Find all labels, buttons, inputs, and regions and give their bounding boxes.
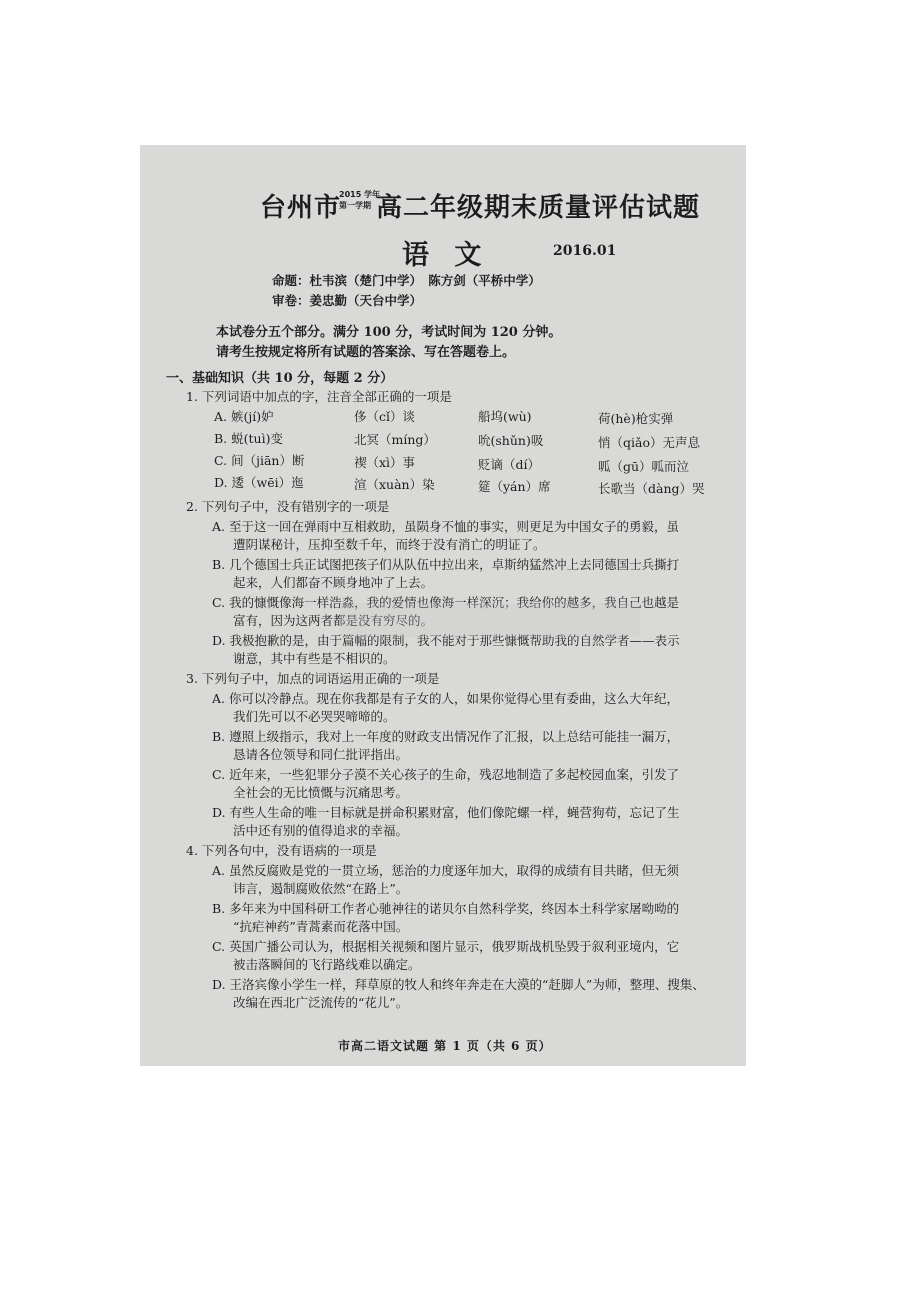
exam-date: 2016.01: [553, 243, 617, 259]
intro-line-1: 本试卷分五个部分。满分 100 分，考试时间为 120 分钟。: [216, 325, 562, 340]
q2-option-b-cont: 起来，人们都奋不顾身地冲了上去。: [233, 575, 434, 590]
year-bottom: 第一学期: [339, 201, 371, 210]
q1-b-4: 悄（qiǎo）无声息: [598, 435, 700, 450]
q3-option-d: D. 有些人生命的唯一目标就是拼命积累财富，他们像陀螺一样，蝇营狗苟，忘记了生: [212, 805, 680, 820]
q3-option-c-cont: 全社会的无比愤慨与沉痛思考。: [233, 785, 409, 800]
question-3-stem: 3. 下列句子中，加点的词语运用正确的一项是: [186, 671, 440, 686]
q1-a-4: 荷(hè)枪实弹: [598, 411, 674, 426]
q1-c-2: 禊（xì）事: [354, 455, 416, 470]
q4-option-a-cont: 讳言，遏制腐败依然“在路上”。: [233, 881, 409, 896]
q4-option-d: D. 王洛宾像小学生一样，拜草原的牧人和终年奔走在大漠的“赶脚人”为师，整理、搜集、: [212, 977, 705, 992]
title-city: 台州市: [260, 193, 342, 223]
q4-option-b: B. 多年来为中国科研工作者心驰神往的诺贝尔自然科学奖，终因本土科学家屠呦呦的: [212, 901, 680, 916]
q1-b-3: 吮(shǔn)吸: [478, 433, 544, 448]
scanned-exam-page: [140, 145, 746, 1066]
q1-a-2: 侈（cǐ）谈: [354, 409, 415, 424]
q1-a-3: 船坞(wù): [478, 409, 532, 424]
year-top: 2015 学年: [339, 190, 381, 199]
q1-c-1: C. 间（jiān）断: [214, 453, 305, 468]
q4-option-d-cont: 改编在西北广泛流传的“花儿”。: [233, 995, 409, 1010]
q1-d-4: 长歌当（dàng）哭: [598, 481, 705, 496]
q2-option-a: A. 至于这一回在弹雨中互相救助，虽陨身不恤的事实，则更足为中国女子的勇毅，虽: [212, 519, 679, 534]
q1-b-1: B. 蜕(tuì)变: [214, 431, 283, 446]
q4-option-c: C. 英国广播公司认为，根据相关视频和图片显示，俄罗斯战机坠毁于叙利亚境内，它: [212, 939, 680, 954]
q2-option-b: B. 几个德国士兵正试图把孩子们从队伍中拉出来，卓斯纳猛然冲上去同德国士兵撕打: [212, 557, 680, 572]
title-rest: 高二年级期末质量评估试题: [376, 193, 701, 223]
q4-option-c-cont: 被击落瞬间的飞行路线难以确定。: [233, 957, 421, 972]
q2-option-c-cont: 富有，因为这两者都是没有穷尽的。: [233, 613, 434, 628]
q1-a-1: A. 嫉(jí)妒: [214, 409, 274, 424]
intro-line-2: 请考生按规定将所有试题的答案涂、写在答题卷上。: [216, 345, 516, 360]
q2-option-d: D. 我极抱歉的是，由于篇幅的限制，我不能对于那些慷慨帮助我的自然学者——表示: [212, 633, 680, 648]
subject-title: 语 文: [402, 240, 490, 271]
q1-b-2: 北冥（míng）: [354, 432, 436, 447]
setters-line: 命题：杜韦滨（楚门中学） 陈方剑（平桥中学）: [272, 273, 541, 288]
q2-option-d-cont: 谢意，其中有些是不相识的。: [233, 651, 396, 666]
q2-option-c: C. 我的慷慨像海一样浩淼，我的爱情也像海一样深沉；我给你的越多，我自己也越是: [212, 595, 680, 610]
q3-option-a-cont: 我们先可以不必哭哭啼啼的。: [233, 709, 396, 724]
q4-option-a: A. 虽然反腐败是党的一贯立场，惩治的力度逐年加大，取得的成绩有目共睹，但无须: [212, 863, 679, 878]
q3-option-a: A. 你可以冷静点。现在你我都是有子女的人，如果你觉得心里有委曲，这么大年纪，: [212, 691, 679, 706]
q3-option-b-cont: 恳请各位领导和同仁批评指出。: [233, 747, 409, 762]
section-heading: 一、基础知识（共 10 分，每题 2 分）: [166, 371, 394, 386]
q2-option-a-cont: 遭阴谋秘计，压抑至数千年，而终于没有消亡的明证了。: [233, 537, 546, 552]
q4-option-b-cont: “抗疟神药”青蒿素而花落中国。: [233, 919, 409, 934]
question-4-stem: 4. 下列各句中，没有语病的一项是: [186, 843, 377, 858]
q3-option-d-cont: 活中还有别的值得追求的幸福。: [233, 823, 409, 838]
q1-c-3: 贬谪（dí）: [478, 457, 540, 472]
q3-option-c: C. 近年来，一些犯罪分子漠不关心孩子的生命，残忍地制造了多起校园血案，引发了: [212, 767, 680, 782]
q1-d-3: 筵（yán）席: [478, 479, 551, 494]
q1-d-2: 渲（xuàn）染: [354, 477, 435, 492]
q3-option-b: B. 遵照上级指示，我对上一年度的财政支出情况作了汇报，以上总结可能挂一漏万，: [212, 729, 680, 744]
question-2-stem: 2. 下列句子中，没有错别字的一项是: [186, 499, 390, 514]
watermark-smudge: [340, 603, 640, 637]
reviewer-line: 审卷：姜忠勤（天台中学）: [272, 293, 423, 308]
page-footer: 市高二语文试题 第 1 页（共 6 页）: [338, 1039, 552, 1053]
q1-d-1: D. 逶（wēi）迤: [214, 475, 304, 490]
question-1-stem: 1. 下列词语中加点的字，注音全部正确的一项是: [186, 389, 452, 404]
q1-c-4: 呱（gū）呱而泣: [598, 459, 690, 474]
